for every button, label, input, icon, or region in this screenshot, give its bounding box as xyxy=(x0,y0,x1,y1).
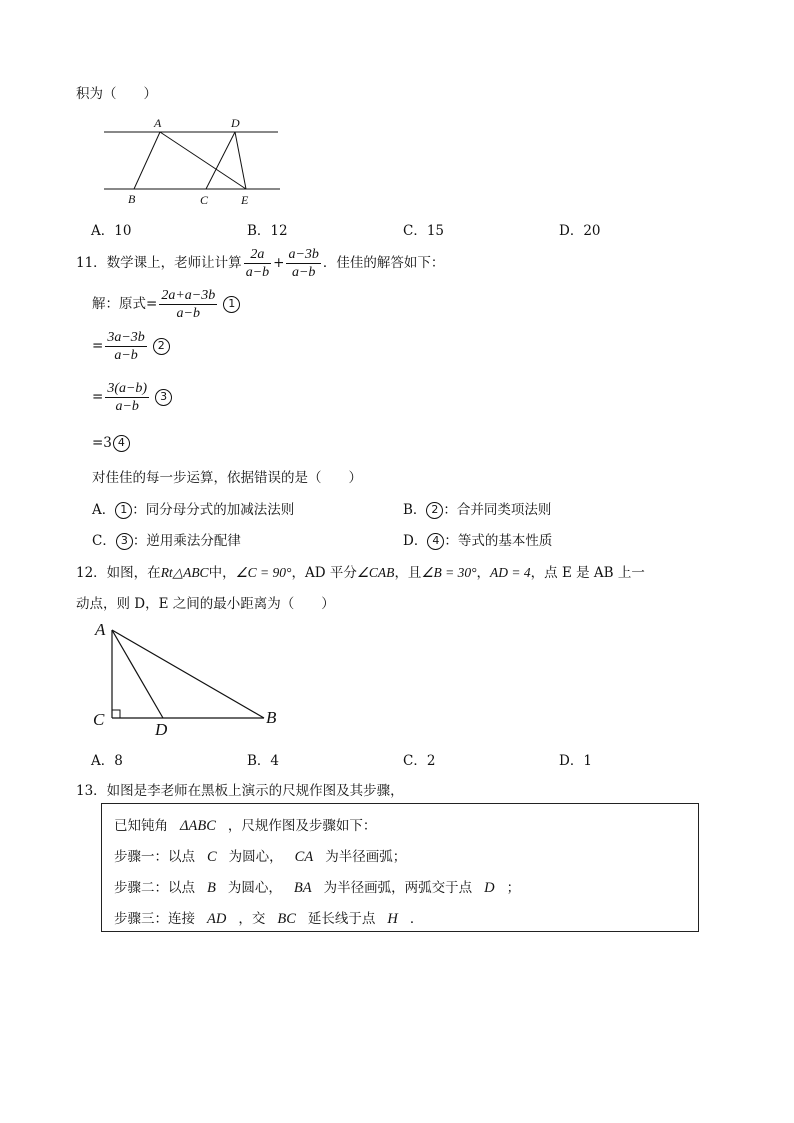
q10-option-a[interactable]: A．10 xyxy=(91,223,132,239)
q13-l3-point-b: B xyxy=(207,880,216,896)
q13-l4-segment-ad: AD xyxy=(207,911,227,927)
q13-l3-text-b: 为圆心， xyxy=(227,880,282,896)
q11-stem-pre: 数学课上，老师让计算 xyxy=(106,255,242,271)
q12-label-D: D xyxy=(155,720,168,738)
q12-text-h: ， xyxy=(476,565,491,581)
q13-l3-text-d: ； xyxy=(506,880,521,896)
q11-step-2 xyxy=(92,327,170,365)
q13-l4-text-b: ，交 xyxy=(238,911,266,927)
q11-step2-den: a−b xyxy=(114,348,138,363)
q11-step3-fraction xyxy=(105,380,149,415)
q12-option-b[interactable]: B．4 xyxy=(247,753,280,769)
q11-frac1-den: a−b xyxy=(245,265,270,280)
q11-step2-num: 3a−3b xyxy=(107,330,145,345)
q11-step3-den: a−b xyxy=(115,399,139,414)
q12-label-B: B xyxy=(266,708,277,727)
q13-l2-text-a: 步骤一：以点 xyxy=(114,849,195,865)
q10-label-E: E xyxy=(241,193,249,207)
q12-angle-b: ∠B = 30° xyxy=(421,565,477,580)
q11-option-c[interactable] xyxy=(92,529,241,550)
circled-number-icon: 3 xyxy=(116,533,133,550)
q11-option-b-letter: B． xyxy=(403,502,427,518)
q13-l2-point-c: C xyxy=(207,849,217,865)
circled-number-icon: 4 xyxy=(427,533,444,550)
q12-segment-AB xyxy=(112,630,264,718)
q12-figure xyxy=(88,616,288,738)
q11-option-c-text: ：逆用乘法分配律 xyxy=(132,533,241,549)
q13-l1-text-b: ，尺规作图及步骤如下： xyxy=(227,818,377,834)
q13-l1-text-a: 已知钝角 xyxy=(114,818,168,834)
q13-l4-point-h: H xyxy=(387,911,398,927)
q10-label-D: D xyxy=(231,116,240,130)
q12-angle-c: ∠C = 90° xyxy=(235,565,292,580)
q11-option-d-letter: D． xyxy=(403,533,428,549)
q11-option-d[interactable] xyxy=(403,529,552,550)
q11-step1-num: 2a+a−3b xyxy=(161,288,216,303)
q11-number: 11． xyxy=(76,255,107,271)
q10-segment-AB xyxy=(134,132,160,189)
q10-figure xyxy=(98,112,288,212)
q11-step2-fraction xyxy=(105,329,146,364)
q13-l3-point-d: D xyxy=(484,880,495,896)
q11-step-1 xyxy=(92,285,240,323)
q11-fraction-1 xyxy=(244,246,271,281)
q10-segment-DC xyxy=(206,132,235,189)
q12-segment-AD xyxy=(112,630,163,718)
q11-step-3 xyxy=(92,378,172,416)
q13-box-line-2 xyxy=(114,845,406,866)
circled-number-icon: 1 xyxy=(223,296,240,313)
q13-l3-text-a: 步骤二：以点 xyxy=(114,880,195,896)
q13-l4-segment-bc: BC xyxy=(277,911,296,927)
q12-stem-line-1 xyxy=(76,561,645,581)
q13-l3-radius-ba: BA xyxy=(293,880,312,896)
q12-text-b: 中， xyxy=(208,565,236,581)
q11-step1-fraction xyxy=(159,287,217,322)
q11-fraction-2 xyxy=(286,246,320,281)
q11-step2-pre: = xyxy=(92,338,104,354)
q11-frac2-num: a−3b xyxy=(288,247,319,262)
q12-text-a: 12．如图，在 xyxy=(76,565,161,581)
q12-option-a[interactable]: A．8 xyxy=(91,753,123,769)
q12-text-d: ，AD 平分 xyxy=(291,565,357,581)
q13-l4-text-d: ． xyxy=(409,911,424,927)
q13-l4-text-c: 延长线于点 xyxy=(307,911,376,927)
q13-box-line-1 xyxy=(114,814,376,835)
q11-option-b-text: ：合并同类项法则 xyxy=(443,502,552,518)
q11-option-b[interactable] xyxy=(403,498,551,519)
q10-segment-DE xyxy=(235,132,246,189)
q11-plus: + xyxy=(273,255,285,271)
q12-text-j: ，点 E 是 AB 上一 xyxy=(530,565,645,581)
q11-option-a-text: ：同分母分式的加减法法则 xyxy=(132,502,295,518)
q11-step1-den: a−b xyxy=(176,306,200,321)
q12-angle-cab: ∠CAB xyxy=(356,565,395,580)
q11-question: 对佳佳的每一步运算，依据错误的是（ ） xyxy=(92,470,362,486)
q12-label-A: A xyxy=(95,620,106,639)
q11-step3-num: 3(a−b) xyxy=(107,381,148,396)
q12-stem-line-2: 动点，则 D，E 之间的最小距离为（ ） xyxy=(76,596,335,612)
q11-frac2-den: a−b xyxy=(291,265,316,280)
q13-l3-text-c: 为半径画弧，两弧交于点 xyxy=(323,880,473,896)
q10-option-c[interactable]: C．15 xyxy=(403,223,445,239)
q12-text-f: ，且 xyxy=(394,565,422,581)
q11-stem xyxy=(76,244,444,282)
q12-rt-abc: Rt△ABC xyxy=(160,565,209,580)
circled-number-icon: 3 xyxy=(155,389,172,406)
q10-label-C: C xyxy=(200,193,209,207)
q13-l2-radius-ca: CA xyxy=(294,849,314,865)
q10-stem-tail: 积为（ ） xyxy=(76,86,157,102)
q13-l1-triangle: ΔABC xyxy=(180,818,216,834)
q11-stem-post: ．佳佳的解答如下： xyxy=(322,255,445,271)
q11-frac1-num: 2a xyxy=(244,246,271,264)
q12-right-angle-mark xyxy=(112,710,120,718)
q10-label-B: B xyxy=(128,192,136,206)
q13-l2-text-c: 为半径画弧； xyxy=(325,849,407,865)
q11-step4-text: =3 xyxy=(92,435,112,451)
q11-step-4 xyxy=(92,435,130,452)
q10-option-d[interactable]: D．20 xyxy=(559,223,601,239)
q12-label-C: C xyxy=(93,710,105,729)
q13-box-line-3 xyxy=(114,876,520,897)
q10-label-A: A xyxy=(154,116,162,130)
circled-number-icon: 2 xyxy=(153,338,170,355)
q10-option-b[interactable]: B．12 xyxy=(247,223,288,239)
q11-option-a[interactable] xyxy=(92,498,294,519)
q13-box-line-4 xyxy=(114,907,423,928)
q11-option-a-letter: A． xyxy=(92,502,116,518)
circled-number-icon: 4 xyxy=(113,435,130,452)
q11-option-d-text: ：等式的基本性质 xyxy=(444,533,553,549)
q11-option-c-letter: C． xyxy=(92,533,116,549)
q13-stem: 13．如图是李老师在黑板上演示的尺规作图及其步骤， xyxy=(76,783,404,799)
q12-ad-length: AD = 4 xyxy=(490,565,531,580)
q11-step3-pre: = xyxy=(92,389,104,405)
q13-construction-box xyxy=(101,803,699,932)
q12-option-d[interactable]: D．1 xyxy=(559,753,592,769)
circled-number-icon: 1 xyxy=(115,502,132,519)
q12-option-c[interactable]: C．2 xyxy=(403,753,436,769)
circled-number-icon: 2 xyxy=(426,502,443,519)
q13-l2-text-b: 为圆心， xyxy=(228,849,283,865)
q13-l4-text-a: 步骤三：连接 xyxy=(114,911,195,927)
q11-step1-pre: 解：原式= xyxy=(92,296,158,312)
q10-segment-AE xyxy=(160,132,246,189)
